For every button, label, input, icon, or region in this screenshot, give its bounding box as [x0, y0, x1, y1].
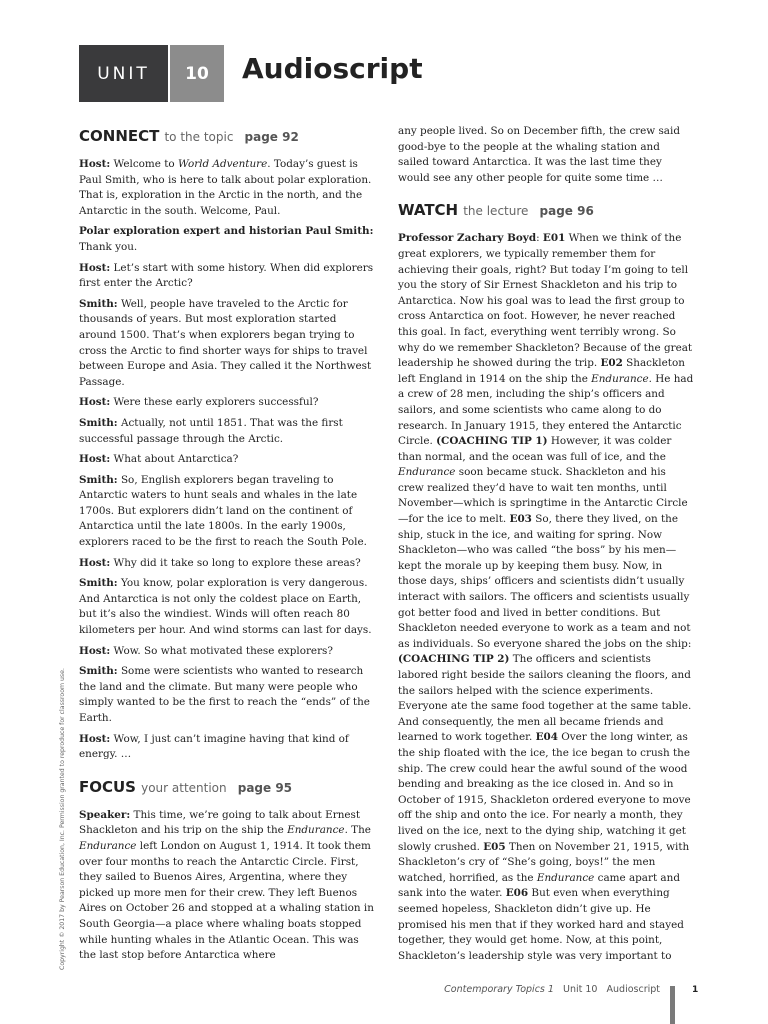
speaker-label: Host: — [79, 644, 111, 657]
cue-marker: (COACHING TIP 1) — [436, 435, 548, 448]
speaker-label: Speaker: — [79, 808, 131, 821]
cue-marker: E05 — [483, 840, 506, 853]
speaker-label: Polar exploration expert and historian Paul Smith: — [79, 225, 374, 238]
speech-text: Some were scientists who wanted to research the land and the climate. But many were people who simply wanted to be the first to reach the “ends” of the Earth. — [79, 665, 370, 724]
dialogue-paragraph — [79, 644, 375, 660]
dialogue-paragraph — [79, 664, 375, 726]
footer-section: Audioscript — [606, 984, 660, 995]
speech-text: The officers and scientists labored right beside the sailors cleaning the floors, and the sailors helped with the science experiments. Everyone ate the same food together at the same table. And consequently, the men all became friends and learned to work together. — [398, 653, 692, 744]
italic-title: Endurance — [79, 839, 137, 852]
speech-text: came apart and sank into the water. — [398, 871, 680, 900]
focus-paragraph — [79, 808, 375, 964]
speech-text: . He had a crew of 28 men, including the ship’s officers and sailors, and some scientists who came along to do research. In January 1915, they entered the Antarctic Circle. — [398, 372, 694, 448]
unit-number: 10 — [170, 45, 224, 102]
watch-paragraph — [398, 231, 694, 964]
speech-text: Wow. So what motivated these explorers? — [110, 644, 333, 657]
focus-heading-sub: your attention — [141, 780, 227, 795]
speaker-label: Host: — [79, 453, 111, 466]
page-footer — [444, 984, 660, 995]
speech-text: : — [536, 232, 543, 245]
cue-marker: E04 — [535, 731, 558, 744]
speech-text: Were these early explorers successful? — [110, 396, 319, 409]
speaker-label: Smith: — [79, 665, 118, 678]
focus-heading-main: FOCUS — [79, 777, 136, 796]
speech-text: You know, polar exploration is very dangerous. And Antarctica is not only the coldest place on Earth, but it’s also the windiest. Winds will often reach 80 kilometers per hour. And wind storms can last for days. — [79, 577, 372, 637]
cue-marker: (COACHING TIP 2) — [398, 653, 510, 666]
speech-text: left London on August 1, 1914. It took them over four months to reach the Antarctic Circle. First, they sailed to Buenos Aires, Argentina, where they picked up more men for their crew. They left Buenos Aires on October 26 and stopped at a whaling station in South Georgia—a place where whaling boats stopped while hunting whales in the Atlantic Ocean. This was the last stop before Antarctica where — [79, 839, 374, 962]
dialogue-paragraph — [79, 556, 375, 572]
focus-continuation — [398, 124, 694, 186]
speech-text: So, English explorers began traveling to Antarctic waters to hunt seals and whales in the late 1700s. But explorers didn’t land on the continent of Antarctica until the late 1800s. In the early 1900s, explorers raced to be the first to reach the South Pole. — [79, 473, 367, 549]
unit-header-box — [79, 45, 224, 102]
footer-divider-bar — [670, 986, 675, 1024]
italic-title: Endurance — [536, 871, 595, 884]
speech-text: Shackleton left England in 1914 on the ship the — [398, 357, 685, 385]
speech-text: When we think of the great explorers, we typically remember them for achieving their goals, right? But today I’m going to tell you the story of Sir Ernest Shackleton and his trip to Antarctica. Now his goal was to lead the first group to cross Antarctica on foot. However, he never reached this goal. In fact, everything went terribly wrong. So why do we remember Shackleton? Because of the great leadership he showed during the trip. — [398, 232, 693, 370]
speech-text: any people lived. So on December fifth, the crew said good-bye to the people at the whaling station and sailed toward Antarctica. It was the last time they would see any other people for quite some time … — [398, 125, 680, 184]
italic-title: Endurance — [287, 824, 345, 837]
dialogue-paragraph — [79, 732, 375, 763]
focus-heading-page: page 95 — [237, 780, 293, 795]
cue-marker: E03 — [509, 513, 532, 526]
speech-text: Over the long winter, as the ship floated with the ice, the ice began to crush the ship. The crew could hear the awful sound of the wood bending and breaking as the ice closed in. And so in October of 1915, Shackleton ordered everyone to move off the ship and onto the ice. For nearly a month, they lived on the ice, next to the dying ship, watching it get slowly crushed. — [398, 731, 691, 853]
dialogue-paragraph — [79, 576, 375, 638]
footer-unit: Unit 10 — [563, 984, 598, 995]
dialogue-paragraph — [79, 395, 375, 411]
speech-text: Let’s start with some history. When did explorers first enter the Arctic? — [79, 261, 374, 290]
speech-text: Wow, I just can’t imagine having that kind of energy. … — [79, 732, 349, 761]
speech-text: Well, people have traveled to the Arctic for thousands of years. But most exploration started around 1500. That’s when explorers began trying to cross the Arctic to find shorter ways for ships to travel between Europe and Asia. They called it the Northwest Passage. — [79, 297, 372, 388]
speech-text: . The — [344, 824, 371, 837]
speech-text: This time, we’re going to talk about Ernest Shackleton and his trip on the ship the — [79, 808, 361, 837]
cue-marker: E06 — [505, 887, 529, 900]
speaker-label: Professor Zachary Boyd — [398, 232, 537, 245]
speaker-label: Smith: — [79, 297, 118, 310]
page-title: Audioscript — [242, 52, 423, 85]
footer-book-title: Contemporary Topics 1 — [444, 984, 554, 995]
speaker-label: Host: — [79, 261, 111, 274]
speaker-label: Smith: — [79, 416, 118, 429]
connect-heading-main: CONNECT — [79, 127, 160, 145]
right-column — [398, 124, 694, 969]
speaker-label: Smith: — [79, 473, 118, 486]
cue-marker: E02 — [600, 357, 623, 370]
dialogue-paragraph — [79, 157, 375, 219]
unit-label: UNIT — [79, 45, 168, 102]
speaker-label: Host: — [79, 396, 111, 409]
connect-dialogue — [79, 157, 375, 763]
speech-text: Why did it take so long to explore these areas? — [110, 556, 361, 569]
focus-heading — [79, 777, 375, 798]
italic-title: Endurance — [398, 466, 456, 479]
italic-title: World Adventure — [177, 158, 268, 170]
speech-text: However, it was colder than normal, and the ocean was full of ice, and the — [398, 435, 672, 463]
left-column — [79, 124, 375, 969]
watch-heading — [398, 200, 694, 221]
dialogue-paragraph — [79, 224, 375, 255]
speech-text: Thank you. — [79, 240, 138, 253]
connect-heading-page: page 92 — [244, 130, 299, 144]
dialogue-paragraph — [79, 297, 375, 391]
italic-title: Endurance — [591, 372, 649, 385]
dialogue-paragraph — [79, 473, 375, 551]
page-number: 1 — [692, 985, 699, 995]
dialogue-paragraph — [79, 452, 375, 468]
connect-heading-sub: to the topic — [164, 130, 234, 144]
speaker-label: Host: — [79, 556, 111, 569]
watch-heading-sub: the lecture — [463, 204, 529, 219]
speaker-label: Host: — [79, 732, 111, 745]
watch-heading-main: WATCH — [398, 201, 459, 220]
speech-text: Then on November 21, 1915, with Shackleton’s cry of “She’s going, boys!” the men watched, horrified, as the — [398, 840, 690, 884]
speech-text: But even when everything seemed hopeless, Shackleton didn’t give up. He promised his men that if they worked hard and stayed together, they would get home. Now, at this point, Shackleton’s leadership style was very important to — [398, 887, 684, 962]
speech-text: Welcome to — [110, 158, 178, 170]
speech-text: soon became stuck. Shackleton and his crew realized they’d have to wait ten months, until November—which is springtime in the Antarctic Circle—for the ice to melt. — [398, 466, 688, 526]
connect-heading — [79, 126, 375, 147]
speech-text: What about Antarctica? — [110, 453, 239, 466]
speaker-label: Smith: — [79, 577, 118, 590]
speech-text: . Today’s guest is Paul Smith, who is here to talk about polar exploration. That is, exploration in the Arctic in the north, and the Antarctic in the south. Welcome, Paul. — [79, 158, 372, 217]
speech-text: Actually, not until 1851. That was the first successful passage through the Arctic. — [79, 416, 343, 445]
watch-heading-page: page 96 — [539, 204, 594, 219]
dialogue-paragraph — [79, 416, 375, 447]
dialogue-paragraph — [79, 261, 375, 292]
speech-text: So, there they lived, on the ship, stuck in the ice, and waiting for spring. Now Shackleton—who was called “the boss” by his men—kept the morale up by keeping them busy. Now, in those days, ships’ officers and scientists didn’t usually interact with sailors. The officers and scientists usually got better food and lived in better conditions. But Shackleton needed everyone to work as a team and not as individuals. So everyone shared the jobs on the ship: — [398, 513, 692, 650]
cue-marker: E01 — [542, 232, 566, 245]
copyright-notice: Copyright © 2017 by Pearson Education, Inc. Permission granted to reproduce for classroom use. — [59, 668, 66, 970]
speaker-label: Host: — [79, 158, 111, 170]
